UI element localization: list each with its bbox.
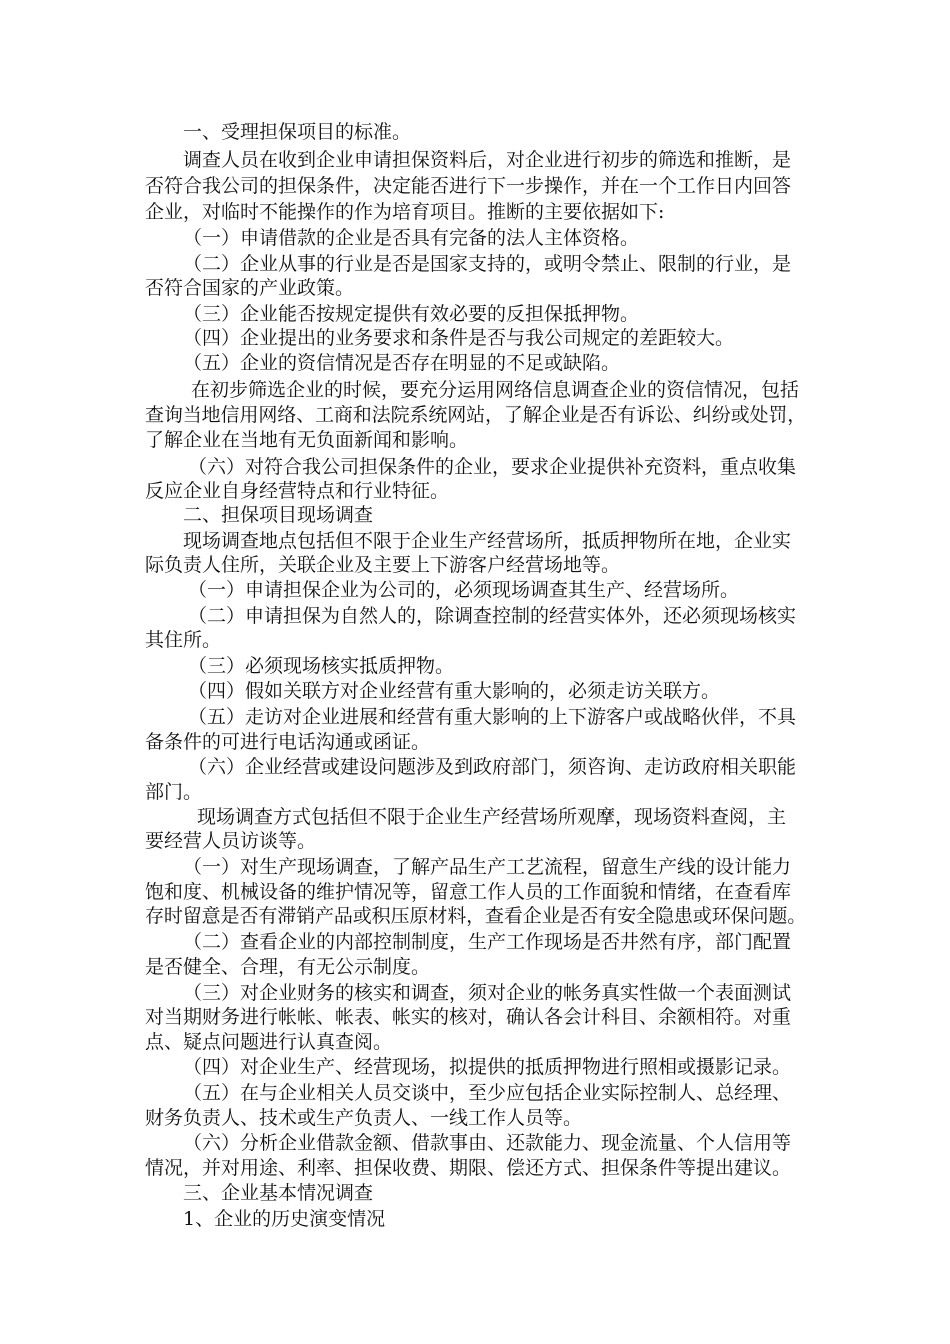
list-item-continuation: 反应企业自身经营特点和行业特征。 (145, 480, 450, 502)
subsection-heading: 1、企业的历史演变情况 (183, 1208, 386, 1230)
paragraph-line: 企业，对临时不能操作的作为培育项目。推断的主要依据如下: (145, 201, 665, 223)
list-item: （二）申请担保为自然人的，除调查控制的经营实体外，还必须现场核实 (188, 605, 797, 627)
list-item: （六）分析企业借款金额、借款事由、还款能力、现金流量、个人信用等 (183, 1132, 792, 1154)
list-item-continuation: 部门。 (145, 781, 203, 803)
list-item: （三）对企业财务的核实和调查，须对企业的帐务真实性做一个表面测试 (183, 982, 792, 1004)
paragraph-line: 调查人员在收到企业申请担保资料后，对企业进行初步的筛选和推断，是 (183, 149, 792, 171)
section-heading-2: 二、担保项目现场调查 (183, 504, 374, 526)
list-item: （一）申请借款的企业是否具有完备的法人主体资格。 (183, 227, 640, 249)
list-item-continuation: 情况，并对用途、利率、担保收费、期限、偿还方式、担保条件等提出建议。 (145, 1157, 792, 1179)
paragraph-line: 现场调查地点包括但不限于企业生产经营场所，抵质押物所在地，企业实 (183, 530, 792, 552)
paragraph-line: 否符合我公司的担保条件，决定能否进行下一步操作，并在一个工作日内回答 (145, 175, 792, 197)
list-item-continuation: 其住所。 (145, 629, 222, 651)
list-item: （六）对符合我公司担保条件的企业，要求企业提供补充资料，重点收集 (188, 456, 797, 478)
list-item: （一）对生产现场调查，了解产品生产工艺流程，留意生产线的设计能力 (183, 856, 792, 878)
paragraph-line: 了解企业在当地有无负面新闻和影响。 (145, 429, 469, 451)
list-item-continuation: 备条件的可进行电话沟通或函证。 (145, 731, 431, 753)
list-item: （四）假如关联方对企业经营有重大影响的，必须走访关联方。 (188, 680, 721, 702)
list-item: （四）对企业生产、经营现场，拟提供的抵质押物进行照相或摄影记录。 (183, 1056, 792, 1078)
list-item-continuation: 否符合国家的产业政策。 (145, 277, 355, 299)
list-item: （五）企业的资信情况是否存在明显的不足或缺陷。 (183, 352, 621, 374)
list-item: （二）查看企业的内部控制制度，生产工作现场是否井然有序，部门配置 (183, 931, 792, 953)
list-item-continuation: 饱和度、机械设备的维护情况等，留意工作人员的工作面貌和情绪，在查看库 (145, 881, 792, 903)
list-item: （六）企业经营或建设问题涉及到政府部门，须咨询、走访政府相关职能 (188, 756, 797, 778)
paragraph-line: 要经营人员访谈等。 (145, 830, 317, 852)
list-item-continuation: 是否健全、合理，有无公示制度。 (145, 956, 431, 978)
list-item-continuation: 财务负责人、技术或生产负责人、一线工作人员等。 (145, 1107, 583, 1129)
paragraph-line: 查询当地信用网络、工商和法院系统网站，了解企业是否有诉讼、纠纷或处罚， (145, 404, 807, 426)
paragraph-line: 现场调查方式包括但不限于企业生产经营场所观摩，现场资料查阅，主 (197, 806, 787, 828)
paragraph-line: 在初步筛选企业的时候，要充分运用网络信息调查企业的资信情况，包括 (191, 379, 800, 401)
list-item: （五）在与企业相关人员交谈中，至少应包括企业实际控制人、总经理、 (183, 1082, 792, 1104)
section-heading-1: 一、受理担保项目的标准。 (183, 121, 412, 143)
list-item: （一）申请担保企业为公司的，必须现场调查其生产、经营场所。 (188, 579, 740, 601)
list-item-continuation: 存时留意是否有滞销产品或积压原材料，查看企业是否有安全隐患或环保问题。 (145, 905, 807, 927)
list-item: （二）企业从事的行业是否是国家支持的，或明令禁止、限制的行业，是 (183, 253, 792, 275)
list-item-continuation: 点、疑点问题进行认真查阅。 (145, 1031, 393, 1053)
list-item: （五）走访对企业进展和经营有重大影响的上下游客户或战略伙伴，不具 (188, 706, 797, 728)
list-item: （四）企业提出的业务要求和条件是否与我公司规定的差距较大。 (183, 327, 735, 349)
paragraph-line: 际负责人住所，关联企业及主要上下游客户经营场地等。 (145, 554, 621, 576)
list-item-continuation: 对当期财务进行帐帐、帐表、帐实的核对，确认各会计科目、余额相符。对重 (145, 1006, 792, 1028)
list-item: （三）必须现场核实抵质押物。 (188, 655, 455, 677)
list-item: （三）企业能否按规定提供有效必要的反担保抵押物。 (183, 303, 640, 325)
section-heading-3: 三、企业基本情况调查 (183, 1182, 374, 1204)
